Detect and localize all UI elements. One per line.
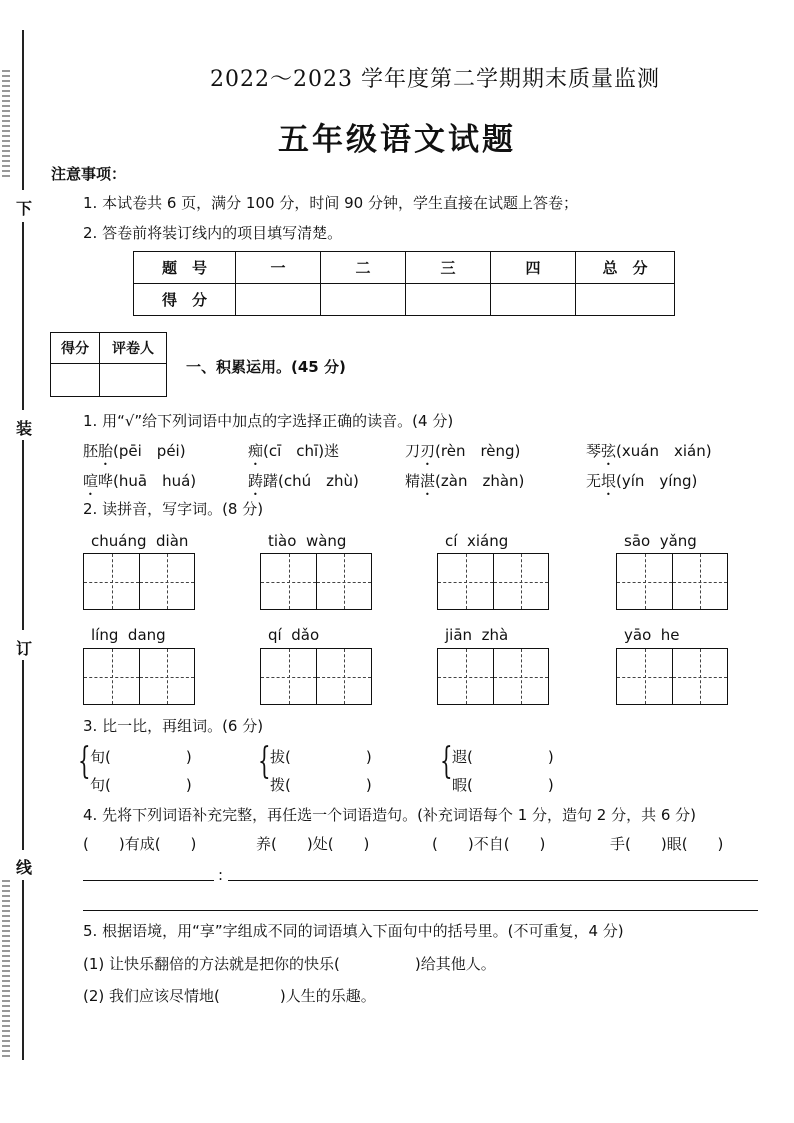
tianzige-grid[interactable]: [260, 648, 372, 705]
dotted-char: 垠: [601, 472, 617, 490]
tianzige-cell[interactable]: [438, 649, 493, 704]
pinyin-label: [268, 626, 319, 644]
binding-edge-texture: [2, 880, 10, 1060]
tianzige-cell[interactable]: [438, 554, 493, 609]
pronunciation-item[interactable]: [586, 440, 712, 469]
score-table-header: 三: [406, 252, 491, 284]
pinyin-syllable: yāo: [624, 626, 652, 644]
pinyin-syllable: he: [660, 626, 680, 644]
score-cell[interactable]: [406, 284, 491, 316]
score-table-header: 总 分: [576, 252, 675, 284]
pinyin-syllable: qí: [268, 626, 282, 644]
fill-sentence: (1) 让快乐翻倍的方法就是把你的快乐( )给其他人。: [83, 955, 496, 973]
grader-table: [50, 332, 167, 397]
pinyin-syllable: tiào: [268, 532, 297, 550]
dotted-char: 踌: [248, 472, 264, 490]
answer-line[interactable]: [83, 910, 758, 911]
pinyin-label: [624, 626, 680, 644]
question-stem: 5. 根据语境，用“享”字组成不同的词语填入下面句中的括号里。(不可重复，4 分): [83, 922, 624, 940]
pinyin-syllable: dǎo: [291, 626, 320, 644]
tianzige-cell[interactable]: [139, 554, 194, 609]
pinyin-options: (yín yíng): [616, 472, 698, 490]
question-stem: 2. 读拼音，写字词。(8 分): [83, 500, 264, 518]
pinyin-options: 躇(chú zhù): [263, 472, 359, 490]
answer-colon: :: [218, 866, 224, 884]
tianzige-cell[interactable]: [261, 649, 316, 704]
binding-line: [22, 222, 24, 410]
binding-char-ding: 订: [15, 639, 32, 658]
word-prefix: 胚: [83, 442, 99, 460]
tianzige-cell[interactable]: [84, 554, 139, 609]
pinyin-syllable: sāo: [624, 532, 651, 550]
tianzige-grid[interactable]: [616, 648, 728, 705]
binding-line: [22, 880, 24, 1060]
binding-line: [22, 440, 24, 630]
note-item: 1. 本试卷共 6 页，满分 100 分，时间 90 分钟，学生直接在试题上答卷；: [83, 194, 578, 212]
pinyin-options: (rèn rèng): [435, 442, 521, 460]
pronunciation-item[interactable]: [248, 470, 359, 499]
pinyin-label: [445, 626, 508, 644]
dotted-char: 刃: [420, 442, 436, 460]
dotted-char: 痴: [248, 442, 264, 460]
tianzige-cell[interactable]: [672, 554, 727, 609]
tianzige-cell[interactable]: [261, 554, 316, 609]
score-cell[interactable]: [236, 284, 321, 316]
pinyin-syllable: xiáng: [466, 532, 509, 550]
section-title: 一、积累运用。(45 分): [186, 358, 346, 376]
exam-subtitle: 2022～2023 学年度第二学期期末质量监测: [210, 67, 660, 92]
exam-title: 五年级语文试题: [278, 122, 516, 158]
grader-score-cell[interactable]: [51, 364, 100, 397]
pronunciation-item[interactable]: [586, 470, 697, 499]
tianzige-grid[interactable]: [616, 553, 728, 610]
pinyin-label: [268, 532, 346, 550]
score-table-header: 一: [236, 252, 321, 284]
binding-line: [22, 660, 24, 850]
word-prefix: 刀: [405, 442, 421, 460]
word-prefix: 无: [586, 472, 602, 490]
tianzige-grid[interactable]: [260, 553, 372, 610]
tianzige-grid[interactable]: [83, 553, 195, 610]
pinyin-syllable: wàng: [305, 532, 347, 550]
pinyin-label: [445, 532, 508, 550]
question-stem: 1. 用“√”给下列词语中加点的字选择正确的读音。(4 分): [83, 412, 454, 430]
compare-word: 暇( ): [452, 776, 554, 794]
tianzige-cell[interactable]: [493, 554, 548, 609]
pinyin-syllable: diàn: [156, 532, 189, 550]
pinyin-syllable: zhà: [481, 626, 509, 644]
binding-char-xia: 下: [15, 199, 32, 218]
tianzige-cell[interactable]: [617, 649, 672, 704]
tianzige-cell[interactable]: [493, 649, 548, 704]
pinyin-options: (pēi péi): [113, 442, 186, 460]
tianzige-grid[interactable]: [437, 553, 549, 610]
compare-word: 遐( ): [452, 748, 554, 766]
brace-icon: {: [440, 741, 453, 782]
pinyin-options: 哗(huā huá): [98, 472, 197, 490]
dotted-char: 喧: [83, 472, 99, 490]
idiom-blank: 养( )处( ): [256, 835, 370, 853]
dotted-char: 湛: [420, 472, 436, 490]
pinyin-syllable: dang: [127, 626, 166, 644]
score-table-header: 四: [491, 252, 576, 284]
pinyin-syllable: jiān: [445, 626, 473, 644]
score-table-header: 题 号: [134, 252, 236, 284]
pinyin-syllable: líng: [91, 626, 119, 644]
score-table: [133, 251, 675, 316]
pronunciation-item[interactable]: [405, 470, 524, 499]
score-cell[interactable]: [321, 284, 406, 316]
idiom-blank: ( )不自( ): [432, 835, 546, 853]
compare-word: 拔( ): [270, 748, 372, 766]
compare-word: 旬( ): [90, 748, 192, 766]
score-table-label: 得 分: [134, 284, 236, 316]
tianzige-cell[interactable]: [84, 649, 139, 704]
compare-word: 拨( ): [270, 776, 372, 794]
pinyin-label: [91, 532, 188, 550]
pronunciation-item[interactable]: [248, 440, 339, 469]
word-prefix: 琴: [586, 442, 602, 460]
score-cell[interactable]: [491, 284, 576, 316]
notes-heading: 注意事项：: [51, 165, 127, 183]
idiom-blank: 手( )眼( ): [610, 835, 724, 853]
score-cell[interactable]: [576, 284, 675, 316]
pinyin-syllable: cí: [445, 532, 458, 550]
answer-line[interactable]: [83, 880, 214, 881]
brace-icon: {: [78, 741, 91, 782]
tianzige-grid[interactable]: [83, 648, 195, 705]
question-stem: 4. 先将下列词语补充完整，再任选一个词语造句。(补充词语每个 1 分，造句 2 分，共 6 分): [83, 806, 697, 824]
dotted-char: 胎: [98, 442, 114, 460]
fill-sentence: (2) 我们应该尽情地( )人生的乐趣。: [83, 987, 376, 1005]
note-item: 2. 答卷前将装订线内的项目填写清楚。: [83, 224, 343, 242]
compare-word: 句( ): [90, 776, 192, 794]
pinyin-options: (xuán xián): [616, 442, 712, 460]
grader-name-label: 评卷人: [100, 333, 167, 364]
idiom-blank: ( )有成( ): [83, 835, 197, 853]
grader-score-label: 得分: [51, 333, 100, 364]
pinyin-syllable: yǎng: [659, 532, 697, 550]
grader-name-cell[interactable]: [100, 364, 167, 397]
binding-char-zhuang: 装: [15, 419, 32, 438]
pinyin-options: (zàn zhàn): [435, 472, 525, 490]
tianzige-cell[interactable]: [139, 649, 194, 704]
pronunciation-item[interactable]: [83, 470, 196, 499]
pinyin-options: (cī chī)迷: [263, 442, 340, 460]
tianzige-cell[interactable]: [617, 554, 672, 609]
tianzige-cell[interactable]: [316, 649, 371, 704]
tianzige-cell[interactable]: [316, 554, 371, 609]
pinyin-label: [91, 626, 166, 644]
dotted-char: 弦: [601, 442, 617, 460]
binding-line: [22, 30, 24, 190]
pinyin-syllable: chuáng: [91, 532, 147, 550]
pinyin-label: [624, 532, 697, 550]
tianzige-grid[interactable]: [437, 648, 549, 705]
brace-icon: {: [258, 741, 271, 782]
word-prefix: 精: [405, 472, 421, 490]
tianzige-cell[interactable]: [672, 649, 727, 704]
pronunciation-item[interactable]: [405, 440, 520, 469]
question-stem: 3. 比一比，再组词。(6 分): [83, 717, 264, 735]
score-table-header: 二: [321, 252, 406, 284]
answer-line[interactable]: [228, 880, 758, 881]
binding-char-xian: 线: [15, 858, 32, 877]
pronunciation-item[interactable]: [83, 440, 186, 469]
